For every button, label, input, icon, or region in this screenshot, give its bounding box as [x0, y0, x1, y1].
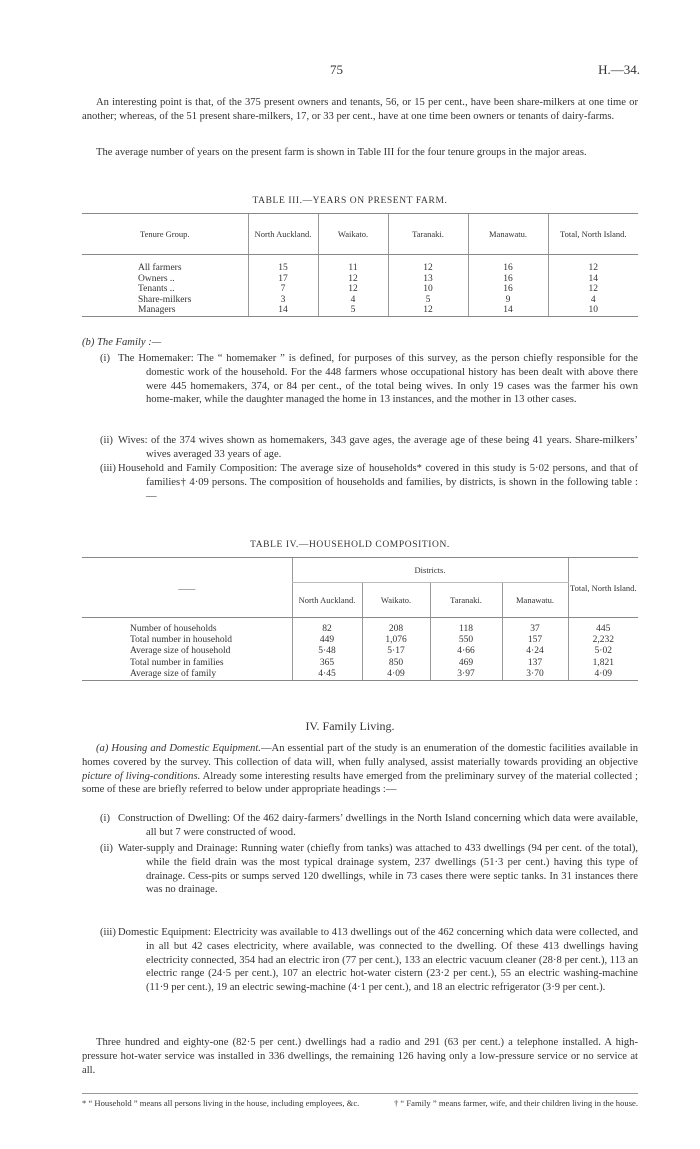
item-number: (i): [100, 353, 110, 364]
table-cell: 4·45: [292, 669, 362, 681]
table-row: [82, 646, 638, 657]
item-number: (iii): [100, 927, 116, 938]
table-cell: 118: [430, 624, 502, 635]
row-label: Total number in household: [130, 635, 232, 646]
table-cell: 365: [292, 658, 362, 669]
table-cell: 5·17: [362, 646, 430, 657]
family-item-composition: [100, 462, 638, 503]
page-header: [0, 62, 700, 80]
table-cell: 37: [502, 624, 568, 635]
footnote-household: * “ Household ” means all persons living in the house, including employees, &c.: [82, 1098, 360, 1108]
row-label: Average size of family: [82, 669, 292, 681]
housing-lead-paragraph: [82, 742, 638, 797]
table-cell: 3·97: [430, 669, 502, 681]
table-cell: 4·24: [502, 646, 568, 657]
table4-stub: ——: [82, 558, 292, 618]
table-cell: 13: [388, 274, 468, 285]
table-cell: 15: [248, 263, 318, 274]
item-text: Wives: of the 374 wives shown as homemakers, 343 gave ages, the average age of these being 41 years. Share-milkers’ wives averaged 33 years of age.: [118, 435, 638, 460]
document-reference: H.—34.: [598, 62, 640, 77]
table3-header-cell: Taranaki.: [388, 214, 468, 255]
page-number: 75: [330, 62, 343, 77]
table3-header-cell: Total, North Island.: [548, 214, 638, 255]
family-item-wives: [100, 434, 638, 462]
item-text: Water-supply and Drainage: Running water (chiefly from tanks) was attached to 433 dwellings (94 per cent. of the total), while the field drain was the most typical drainage system, 237 dwellings (51·3 per cent.) having this type of drainage. Cess-pits or sumps served 120 dwellings, while in 73 cases there were septic tanks. In 31 instances there was no drainage.: [118, 843, 638, 896]
table-cell: 16: [468, 274, 548, 285]
table-cell: 2,232: [568, 635, 638, 646]
table-row: [82, 305, 638, 316]
table-cell: 17: [248, 274, 318, 285]
table-household-composition: [82, 557, 638, 681]
row-label: Owners ..: [138, 273, 175, 284]
table4-districts-label: Districts.: [292, 558, 568, 583]
table-cell: 14: [248, 305, 318, 316]
housing-heading: (a) Housing and Domestic Equipment.: [96, 743, 261, 754]
table-row: [82, 669, 638, 681]
closing-paragraph: Three hundred and eighty-one (82·5 per cent.) dwellings had a radio and 291 (63 per cent.) a telephone installed. A high-pressure hot-water service was installed in 336 dwellings, the remaining 126 having only a low-pressure service or no service at all.: [82, 1037, 638, 1076]
item-number: (ii): [100, 843, 113, 854]
table-cell: 4: [318, 295, 388, 306]
table-cell: 12: [548, 284, 638, 295]
row-label: Share-milkers: [138, 294, 192, 305]
table-row: [82, 284, 638, 295]
table-cell: 137: [502, 658, 568, 669]
table-cell: 4: [548, 295, 638, 306]
table-cell: 3: [248, 295, 318, 306]
table-cell: 3·70: [502, 669, 568, 681]
table3-header-cell: North Auckland.: [248, 214, 318, 255]
table-cell: 7: [248, 284, 318, 295]
table-cell: 4·09: [568, 669, 638, 681]
row-label: Total number in families: [130, 657, 224, 668]
table-cell: 445: [568, 624, 638, 635]
table4-header-cell: North Auckland.: [292, 583, 362, 618]
table-cell: 208: [362, 624, 430, 635]
table-cell: 5·02: [568, 646, 638, 657]
intro-paragraph-1: An interesting point is that, of the 375 present owners and tenants, 56, or 15 per cent., have been share-milkers at one time or another; whereas, of the 51 present share-milkers, 17, or 33 per cent., have at one time been owners or tenants of dairy-farms.: [82, 97, 638, 122]
row-label: Tenants ..: [138, 284, 175, 295]
table3-caption: TABLE III.—YEARS ON PRESENT FARM.: [252, 196, 448, 206]
table-cell: 11: [318, 263, 388, 274]
table4-header-cell: Manawatu.: [502, 583, 568, 618]
row-label: Average size of household: [130, 646, 231, 657]
table-cell: 157: [502, 635, 568, 646]
table-cell: 14: [548, 274, 638, 285]
table-cell: 12: [388, 263, 468, 274]
row-label: All farmers: [138, 263, 182, 273]
table-cell: 14: [468, 305, 548, 316]
table-cell: 449: [292, 635, 362, 646]
table-row: [82, 624, 638, 635]
table-cell: 9: [468, 295, 548, 306]
table-cell: 4·09: [362, 669, 430, 681]
table-cell: 12: [548, 263, 638, 274]
family-heading: (b) The Family :—: [82, 337, 162, 348]
table-cell: 12: [388, 305, 468, 316]
footnote-family: † “ Family ” means farmer, wife, and their children living in the house.: [393, 1098, 638, 1108]
table-row: [82, 274, 638, 285]
housing-text-1: —An essential part of the study is an enumeration of the domestic facilities available in homes covered by the survey. This collection of data will, when fully analysed, assist materially towards providing an objective: [82, 743, 638, 768]
table-cell: 469: [430, 658, 502, 669]
row-label: Managers: [82, 305, 248, 316]
table-cell: 5: [318, 305, 388, 316]
table-cell: 550: [430, 635, 502, 646]
table-row: [82, 658, 638, 669]
table-years-on-farm: [82, 213, 638, 317]
row-label: Number of households: [130, 624, 217, 634]
housing-italic-phrase: picture of living-conditions.: [82, 770, 201, 782]
item-number: (iii): [100, 463, 116, 474]
table-row: [82, 295, 638, 306]
item-text: Household and Family Composition: The average size of households* covered in this study is 5·02 persons, and that of families† 4·09 persons. The composition of households and families, by districts, is shown in the following table :—: [118, 463, 638, 502]
table-cell: 82: [292, 624, 362, 635]
table-row: [82, 635, 638, 646]
table-cell: 16: [468, 284, 548, 295]
item-text: The Homemaker: The “ homemaker ” is defined, for purposes of this survey, as the person chiefly responsible for the domestic work of the household. For the 448 farmers whose occupational history has been dealt with above there were 445 homemakers, 374, or 84 per cent., of the total being wives. In only 19 cases was the farmer his own home-maker, while the daughter managed the home in 13 instances, and the mother in 13 other cases.: [118, 353, 638, 406]
table-cell: 16: [468, 263, 548, 274]
table-cell: 10: [548, 305, 638, 316]
table-cell: 5: [388, 295, 468, 306]
section-title: IV. Family Living.: [305, 719, 395, 733]
item-number: (i): [100, 813, 110, 824]
table4-header-cell: Waikato.: [362, 583, 430, 618]
table-cell: 12: [318, 284, 388, 295]
table-cell: 850: [362, 658, 430, 669]
table-cell: 1,821: [568, 658, 638, 669]
housing-item-construction: [100, 812, 638, 840]
table4-caption: TABLE IV.—HOUSEHOLD COMPOSITION.: [250, 540, 450, 550]
table-row: [82, 263, 638, 274]
table4-header-cell: Taranaki.: [430, 583, 502, 618]
table3-header-cell: Tenure Group.: [82, 214, 248, 255]
table3-header-cell: Manawatu.: [468, 214, 548, 255]
housing-item-equipment: [100, 926, 638, 995]
intro-paragraph-2: The average number of years on the present farm is shown in Table III for the four tenure groups in the major areas.: [96, 147, 587, 158]
family-item-homemaker: [100, 352, 638, 407]
table-cell: 12: [318, 274, 388, 285]
item-number: (ii): [100, 435, 113, 446]
housing-text-2: Already some interesting results have emerged from the preliminary survey of the material collected ; some of these are briefly referred to below under appropriate headings :—: [82, 770, 638, 796]
table3-header-cell: Waikato.: [318, 214, 388, 255]
item-text: Construction of Dwelling: Of the 462 dairy-farmers’ dwellings in the North Island concerning which data were available, all but 7 were constructed of wood.: [118, 813, 638, 838]
table4-header-cell: Total, North Island.: [568, 558, 638, 618]
housing-item-water: [100, 842, 638, 897]
table-cell: 10: [388, 284, 468, 295]
footnotes: [82, 1093, 638, 1109]
table-cell: 1,076: [362, 635, 430, 646]
table-cell: 4·66: [430, 646, 502, 657]
table-cell: 5·48: [292, 646, 362, 657]
item-text: Domestic Equipment: Electricity was available to 413 dwellings out of the 462 concerning which data were collected, and in all but 42 cases electricity, where available, was connected to the dwelling. Of these 413 dwellings having electricity connected, 354 had an electric iron (77 per cent.), 133 an electric vacuum cleaner (28·8 per cent.), 113 an electric range (24·5 per cent.), 107 an electric hot-water cistern (23·2 per cent.), 55 an electric washing-machine (11·9 per cent.), 19 an electric sewing-machine (4·1 per cent.), and 18 an electric refrigerator (3·9 per cent.).: [118, 927, 638, 994]
